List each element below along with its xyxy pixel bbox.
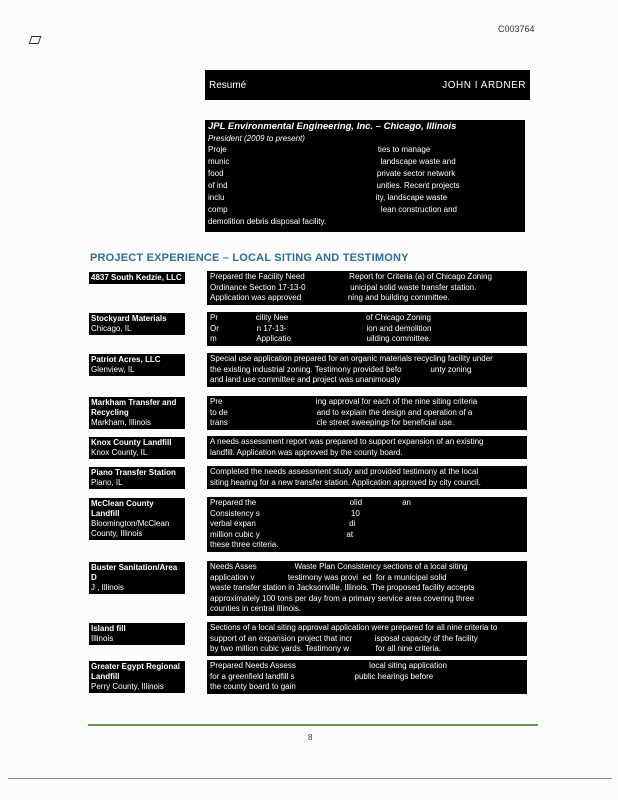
project-label xyxy=(89,661,185,693)
header-name: JOHN I ARDNER xyxy=(442,80,526,91)
project-name: McClean County Landfill xyxy=(91,499,154,518)
project-description-line: A needs assessment report was prepared to support expansion of an existing xyxy=(210,437,484,446)
project-name: Buster Sanitation/Area D xyxy=(91,563,178,582)
project-description-line: approximately 100 tons per day from a primary service area covering three xyxy=(210,593,475,603)
project-description-line: Application was approved ning and building committee. xyxy=(210,293,450,302)
section-title: PROJECT EXPERIENCE – LOCAL SITING AND TESTIMONY xyxy=(90,252,409,264)
project-location: Illinois xyxy=(91,634,114,643)
project-description-line: and land use committee and project was unanimously xyxy=(210,375,401,384)
project-description-line: the existing industrial zoning. Testimony provided befo unty zoning xyxy=(210,364,472,374)
project-name: Stockyard Materials xyxy=(91,314,167,323)
firm-line: Proje ties to manage xyxy=(208,145,431,154)
firm-line: inclu ity, landscape waste xyxy=(208,193,448,202)
project-description-line: Needs Asses Waste Plan Consistency sections of a local siting xyxy=(210,562,468,571)
project-description xyxy=(207,271,527,305)
project-name: Greater Egypt Regional Landfill xyxy=(91,662,180,681)
project-description-line: Ordinance Section 17-13-0 unicipal solid waste transfer station. xyxy=(210,282,477,292)
project-description-line: verbal expan di xyxy=(210,519,356,528)
project-description-line: Prepared Needs Assess local siting application xyxy=(210,661,447,670)
project-location: Chicago, IL xyxy=(91,324,132,333)
project-description-line: Or n 17-13- ion and demolition xyxy=(210,323,432,333)
project-description-line: Sections of a local siting approval application were prepared for all nine criteria to xyxy=(210,623,498,632)
scan-edge-line xyxy=(8,778,612,779)
project-description-line: Completed the needs assessment study and provided testimony at the local xyxy=(210,467,479,476)
project-description-line: Pre ing approval for each of the nine siting criteria xyxy=(210,397,478,406)
project-description-line: Consistency s 10 xyxy=(210,508,360,518)
project-description-line: for a greenfield landfill s public hearings before xyxy=(210,671,434,681)
project-description-line: Prepared the Facility Need Report for Criteria (a) of Chicago Zoning xyxy=(210,272,492,281)
project-location: Knox County, IL xyxy=(91,448,148,457)
project-description-line: these three criteria. xyxy=(210,540,279,549)
project-description-line: to de and to explain the design and operation of a xyxy=(210,407,473,417)
project-description-line: million cubic y at xyxy=(210,529,354,539)
project-name: Patriot Acres, LLC xyxy=(91,355,161,364)
firm-line: of ind unities. Recent projects xyxy=(208,181,460,190)
project-description xyxy=(207,353,527,387)
project-name: 4837 South Kedzie, LLC xyxy=(91,273,182,282)
project-description-line: Special use application prepared for an organic materials recycling facility under xyxy=(210,354,493,363)
project-label xyxy=(89,313,185,335)
project-location: J , Illinois xyxy=(91,583,124,592)
firm-name: JPL Environmental Engineering, Inc. – Chicago, Illinois xyxy=(208,121,457,132)
header-title: Resumé xyxy=(209,80,247,91)
project-name: Piano Transfer Station xyxy=(91,468,176,477)
firm-description xyxy=(205,144,525,228)
project-description xyxy=(207,561,527,616)
project-description-line: m Applicatio uilding committee. xyxy=(210,334,431,343)
project-description xyxy=(207,660,527,694)
project-name: Markham Transfer and Recycling xyxy=(91,398,177,417)
project-location: Perry County, Illinois xyxy=(91,682,164,691)
project-label xyxy=(89,437,185,459)
project-description xyxy=(207,312,527,346)
project-description-line: support of an expansion project that incr isposal capacity of the facility xyxy=(210,633,478,643)
page-number: 8 xyxy=(308,733,313,742)
project-label xyxy=(89,562,185,594)
resume-header xyxy=(205,70,530,100)
project-description xyxy=(207,622,527,656)
project-label xyxy=(89,354,185,376)
project-description xyxy=(207,466,527,489)
project-label xyxy=(89,623,185,645)
project-name: Island fill xyxy=(91,624,126,633)
footer-divider xyxy=(88,724,538,726)
project-description-line: siting hearing for a new transfer station. Application approved by city council. xyxy=(210,477,481,487)
project-description-line: application v testimony was provi ed for a municipal solid xyxy=(210,572,447,582)
project-description-line: Pr cility Nee of Chicago Zoning xyxy=(210,313,431,322)
project-label xyxy=(89,272,185,284)
project-description-line: trans cle street sweepings for beneficial use. xyxy=(210,418,455,427)
project-description xyxy=(207,436,527,459)
project-description-line: waste transfer station in Jacksonville, Illinois. The proposed facility accepts xyxy=(210,583,475,592)
project-description xyxy=(207,396,527,430)
firm-role: President (2009 to present) xyxy=(208,134,305,143)
scan-artifact xyxy=(29,36,42,44)
project-label xyxy=(89,467,185,489)
project-description-line: landfill. Application was approved by the county board. xyxy=(210,447,403,457)
project-location: Markham, Illinois xyxy=(91,418,152,427)
project-description-line: the county board to gain xyxy=(210,682,296,691)
project-description-line: by two million cubic yards. Testimony w for all nine criteria. xyxy=(210,644,442,653)
firm-line: food private sector network xyxy=(208,169,456,178)
firm-line: munic landscape waste and xyxy=(208,157,456,166)
document-id: C003764 xyxy=(498,24,535,34)
project-label xyxy=(89,397,185,429)
firm-line: demolition debris disposal facility. xyxy=(208,217,327,226)
project-name: Knox County Landfill xyxy=(91,438,172,447)
project-location: Glenview, IL xyxy=(91,365,135,374)
project-description xyxy=(207,497,527,552)
project-description-line: Prepared the olid an xyxy=(210,498,411,507)
project-label xyxy=(89,498,185,540)
firm-line: comp lean construction and xyxy=(208,205,457,214)
firm-entry xyxy=(205,120,525,232)
project-location: Bloomington/McClean County, Illinois xyxy=(91,519,170,538)
project-description-line: counties in central Illinois. xyxy=(210,604,302,613)
project-location: Piano, IL xyxy=(91,478,123,487)
